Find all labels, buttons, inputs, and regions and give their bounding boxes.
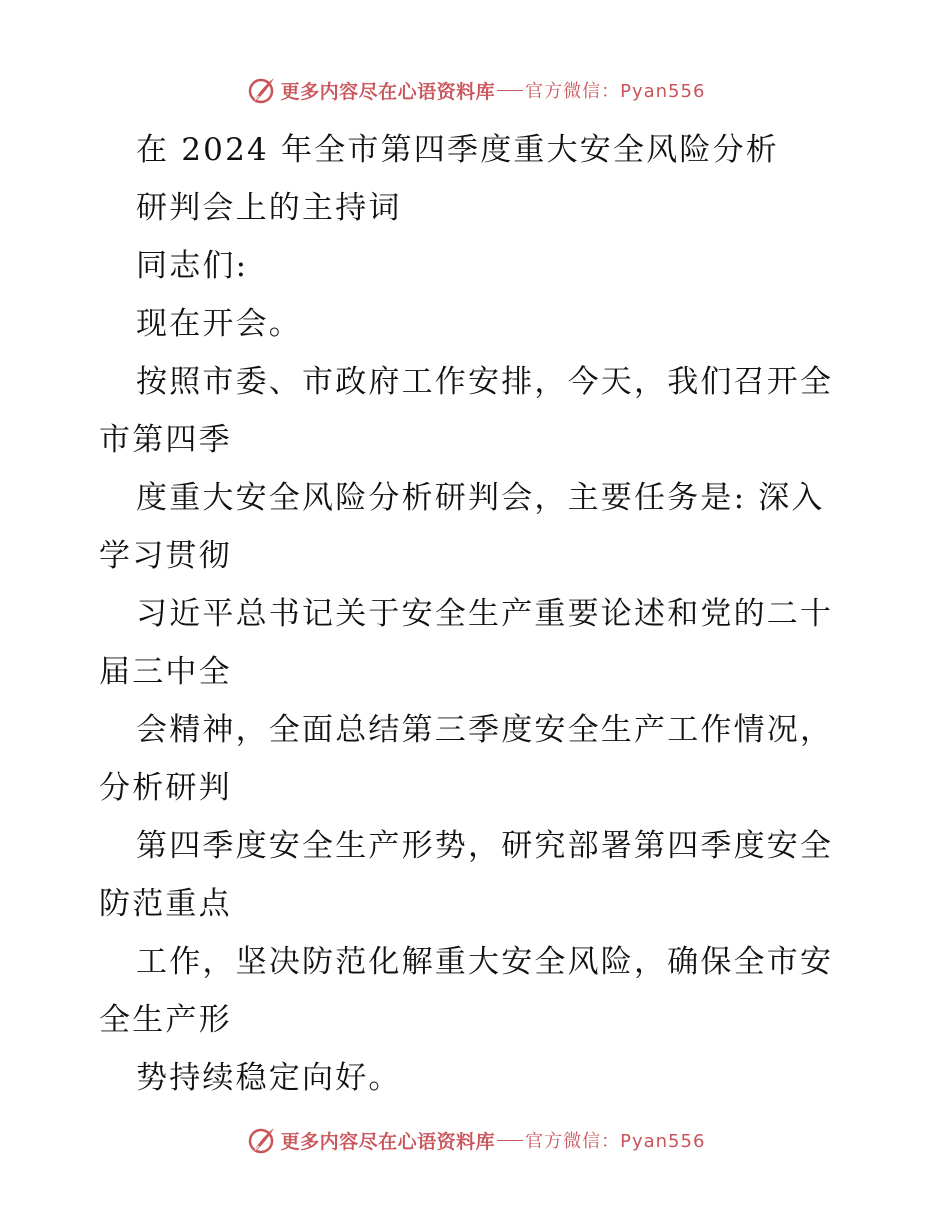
document-line: 工作，坚决防范化解重大安全风险，确保全市安 bbox=[136, 944, 834, 980]
watermark-wechat-text: 官方微信：Pyan556 bbox=[525, 1131, 706, 1152]
document-line: 度重大安全风险分析研判会，主要任务是: 深入 bbox=[136, 480, 825, 516]
document-line: 在 2024 年全市第四季度重大安全风险分析 bbox=[136, 132, 779, 168]
watermark-main-text: 更多内容尽在心语资料库 bbox=[280, 80, 496, 103]
document-line: 防范重点 bbox=[99, 886, 232, 922]
quill-pen-logo-icon bbox=[245, 1124, 277, 1156]
watermark-banner-bottom bbox=[0, 1120, 950, 1160]
document-line: 现在开会。 bbox=[136, 306, 302, 342]
document-line: 市第四季 bbox=[99, 422, 232, 458]
document-line: 全生产形 bbox=[99, 1002, 232, 1038]
document-line: 研判会上的主持词 bbox=[136, 190, 402, 226]
document-body bbox=[99, 121, 859, 1107]
watermark-divider bbox=[497, 90, 523, 91]
document-line: 届三中全 bbox=[99, 654, 232, 690]
document-line: 同志们: bbox=[136, 248, 249, 284]
quill-pen-logo-icon bbox=[245, 74, 277, 106]
document-line: 第四季度安全生产形势，研究部署第四季度安全 bbox=[136, 828, 834, 864]
document-line: 势持续稳定向好。 bbox=[136, 1060, 402, 1096]
watermark-main-text: 更多内容尽在心语资料库 bbox=[280, 1130, 496, 1153]
watermark-banner-top bbox=[0, 70, 950, 110]
document-line: 按照市委、市政府工作安排，今天，我们召开全 bbox=[136, 364, 834, 400]
watermark-divider bbox=[497, 1140, 523, 1141]
document-line: 学习贯彻 bbox=[99, 538, 232, 574]
document-line: 会精神，全面总结第三季度安全生产工作情况， bbox=[136, 712, 834, 748]
document-line: 习近平总书记关于安全生产重要论述和党的二十 bbox=[136, 596, 834, 632]
watermark-wechat-text: 官方微信：Pyan556 bbox=[525, 81, 706, 102]
document-line: 分析研判 bbox=[99, 770, 232, 806]
